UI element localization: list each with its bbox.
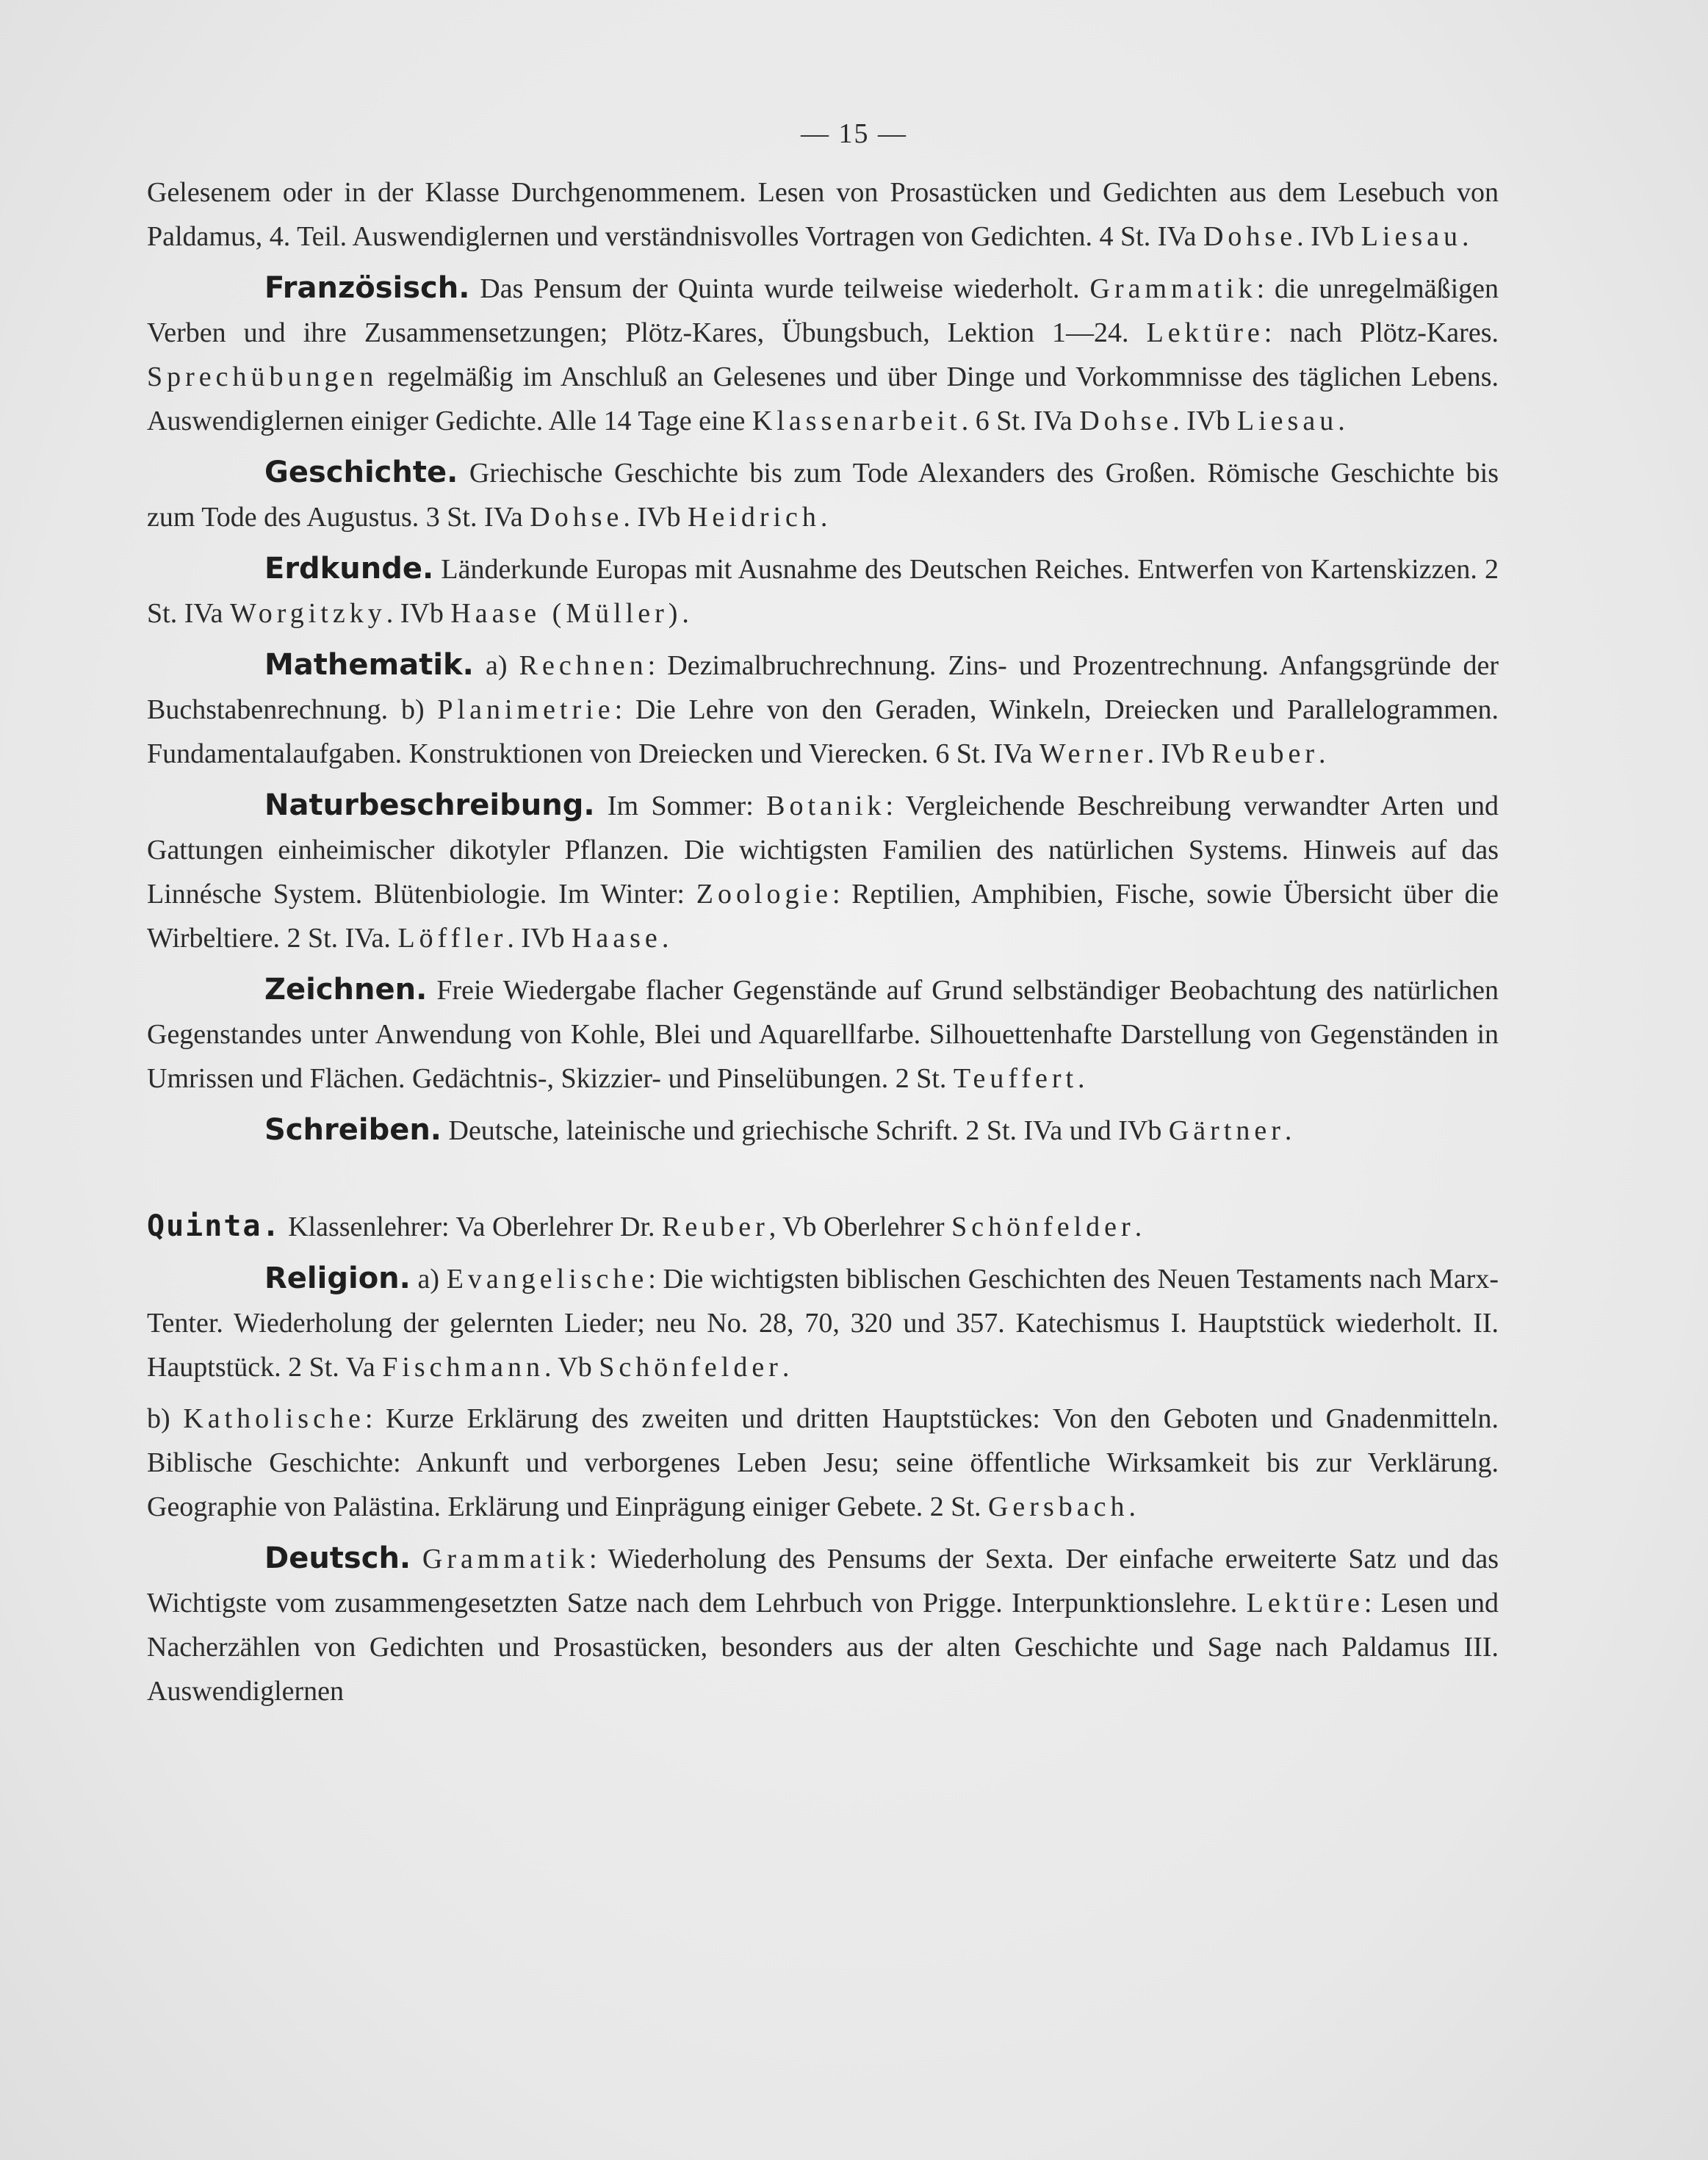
section-geschichte: Geschichte. Griechische Geschichte bis zum Tode Alexanders des Großen. Römische Geschichte bis zum Tode des Augustus. 3 St. IVa Dohse. IVb Heidrich. xyxy=(147,456,1499,533)
spaced-keyword: Grammatik xyxy=(422,1544,589,1574)
class-heading: Quinta. xyxy=(147,1209,281,1243)
section-heading: Geschichte. xyxy=(264,456,458,489)
section-heading: Mathematik. xyxy=(264,648,474,682)
paragraph-deutsch-continued: Gelesenem oder in der Klasse Durchgenommenem. Lesen von Prosastücken und Gedichten aus dem Lesebuch von Paldamus, 4. Teil. Auswendiglernen und verständnisvolles Vortragen von Gedichten. 4 St. IVa Dohse. IVb Liesau. xyxy=(147,177,1499,252)
section-deutsch: Deutsch. Grammatik: Wiederholung des Pensums der Sexta. Der einfache erweiterte Satz und das Wichtigste vom zusammengesetzten Satze nach dem Lehrbuch von Prigge. Interpunktionslehre. Lektüre: Lesen und Nacherzählen von Gedichten und Prosastücken, besonders aus der alten Geschichte und Sage nach Paldamus III. Auswendiglernen xyxy=(147,1541,1499,1707)
section-heading: Zeichnen. xyxy=(264,973,428,1007)
teacher-name: Gersbach xyxy=(987,1491,1129,1522)
teacher-name: Liesau xyxy=(1236,406,1338,436)
teacher-name: Worgitzky xyxy=(229,598,386,629)
section-franzoesisch: Französisch. Das Pensum der Quinta wurde teilweise wiederholt. Grammatik: die unregelmäßigen Verben und ihre Zusammensetzungen; Plötz-Kares, Übungsbuch, Lektion 1—24. Lektüre: nach Plötz-Kares. Sprechübungen regelmäßig im Anschluß an Gelesenes und über Dinge und Vorkommnisse des täglichen Lebens. Auswendiglernen einiger Gedichte. Alle 14 Tage eine Klassenarbeit. 6 St. IVa Dohse. IVb Liesau. xyxy=(147,271,1499,436)
teacher-name: Dohse xyxy=(1079,406,1173,436)
spaced-keyword: Zoologie xyxy=(696,879,832,910)
teacher-name: Dohse xyxy=(530,502,624,533)
teacher-name: Werner xyxy=(1039,738,1147,769)
teacher-name: Schönfelder xyxy=(599,1352,782,1383)
section-heading: Französisch. xyxy=(264,271,470,305)
section-heading: Deutsch. xyxy=(264,1541,411,1575)
teacher-name: Dohse xyxy=(1203,221,1297,252)
teacher-name: Liesau xyxy=(1361,221,1462,252)
section-heading: Erdkunde. xyxy=(264,552,434,586)
teacher-name: Löffler xyxy=(397,923,508,954)
spaced-keyword: Sprechübungen xyxy=(147,361,378,392)
spaced-keyword: Planimetrie xyxy=(437,694,615,725)
class-header-quinta: Quinta. Klassenlehrer: Va Oberlehrer Dr. Reuber, Vb Oberlehrer Schönfelder. xyxy=(147,1209,1142,1243)
spaced-keyword: Grammatik xyxy=(1089,273,1257,304)
section-heading: Schreiben. xyxy=(264,1113,442,1147)
teacher-name: Reuber xyxy=(662,1212,769,1242)
section-mathematik: Mathematik. a) Rechnen: Dezimalbruchrechnung. Zins- und Prozentrechnung. Anfangsgründe der Buchstabenrechnung. b) Planimetrie: Die Lehre von den Geraden, Winkeln, Dreiecken und Parallelogrammen. Fundamentalaufgaben. Konstruktionen von Dreiecken und Vierecken. 6 St. IVa Werner. IVb Reuber. xyxy=(147,648,1499,769)
teacher-name: Schönfelder xyxy=(951,1212,1135,1242)
spaced-keyword: Lektüre xyxy=(1146,317,1264,348)
spaced-keyword: Rechnen xyxy=(519,650,648,681)
teacher-name: Haase (Müller) xyxy=(450,598,682,629)
section-heading: Naturbeschreibung. xyxy=(264,788,595,822)
page-body xyxy=(147,170,1499,1721)
spaced-keyword: Lektüre xyxy=(1246,1588,1364,1619)
teacher-name: Fischmann xyxy=(382,1352,544,1383)
section-zeichnen: Zeichnen. Freie Wiedergabe flacher Gegenstände auf Grund selbständiger Beobachtung des natürlichen Gegenstandes unter Anwendung von Kohle, Blei und Aquarellfarbe. Silhouettenhafte Darstellung von Gegenständen in Umrissen und Flächen. Gedächtnis-, Skizzier- und Pinselübungen. 2 St. Teuffert. xyxy=(147,973,1499,1094)
section-schreiben: Schreiben. Deutsche, lateinische und griechische Schrift. 2 St. IVa und IVb Gärtner. xyxy=(264,1113,1292,1147)
spaced-keyword: Katholische xyxy=(183,1403,365,1434)
teacher-name: Teuffert xyxy=(953,1063,1078,1094)
section-religion: Religion. a) Evangelische: Die wichtigsten biblischen Geschichten des Neuen Testaments nach Marx-Tenter. Wiederholung der gelernten Lieder; neu No. 28, 70, 320 und 357. Katechismus I. Hauptstück wiederholt. II. Hauptstück. 2 St. Va Fischmann. Vb Schönfelder. xyxy=(147,1261,1499,1383)
section-religion-katholisch: b) Katholische: Kurze Erklärung des zweiten und dritten Hauptstückes: Von den Geboten und Gnadenmitteln. Biblische Geschichte: Ankunft und verborgenes Leben Jesu; seine öffentliche Wirksamkeit bis zur Verklärung. Geographie von Palästina. Erklärung und Einprägung einiger Gebete. 2 St. Gersbach. xyxy=(147,1403,1499,1522)
section-heading: Religion. xyxy=(264,1261,411,1295)
teacher-name: Gärtner xyxy=(1168,1115,1285,1146)
teacher-name: Haase xyxy=(571,923,662,954)
teacher-name: Heidrich xyxy=(687,502,821,533)
page-number: — 15 — xyxy=(801,118,907,149)
section-naturbeschreibung: Naturbeschreibung. Im Sommer: Botanik: Vergleichende Beschreibung verwandter Arten und Gattungen einheimischer dikotyler Pflanzen. Die wichtigsten Familien des natürlichen Systems. Hinweis auf das Linnésche System. Blütenbiologie. Im Winter: Zoologie: Reptilien, Amphibien, Fische, sowie Übersicht über die Wirbeltiere. 2 St. IVa. Löffler. IVb Haase. xyxy=(147,788,1499,954)
spaced-keyword: Botanik xyxy=(766,791,886,821)
spaced-keyword: Evangelische xyxy=(446,1264,649,1295)
spaced-keyword: Klassenarbeit xyxy=(752,406,962,436)
teacher-name: Reuber xyxy=(1211,738,1319,769)
section-erdkunde: Erdkunde. Länderkunde Europas mit Ausnahme des Deutschen Reiches. Entwerfen von Kartenskizzen. 2 St. IVa Worgitzky. IVb Haase (Müller). xyxy=(147,552,1499,629)
